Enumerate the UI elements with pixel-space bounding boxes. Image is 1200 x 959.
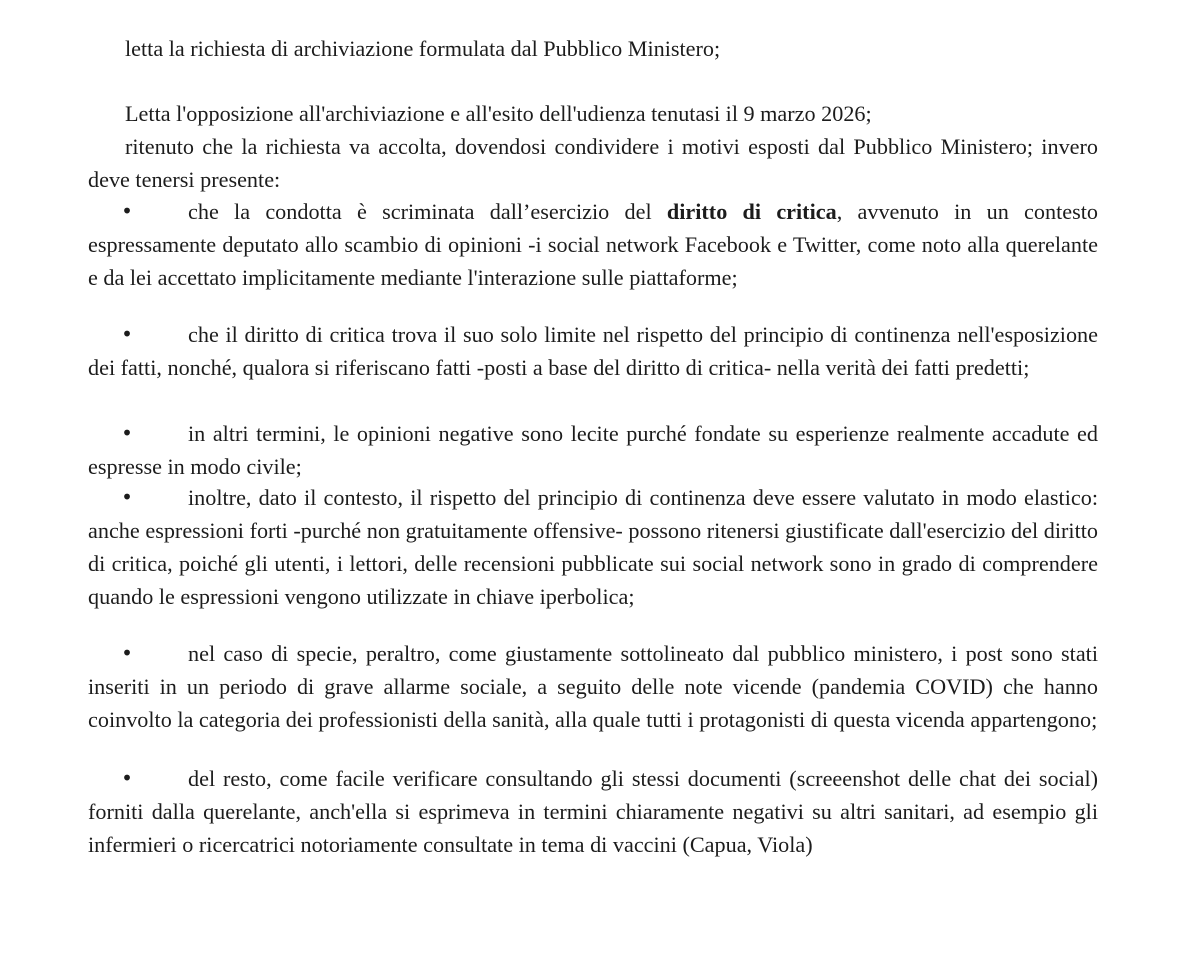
list-item-text: , avvenuto in un contesto espressamente deputato allo scambio di opinioni -i social network Facebook e Twitter, come noto alla querelante e da lei accettato implicitamente mediante l'interazione sulle piattaforme; [88,199,1098,290]
list-item-text: che la condotta è scriminata dall’esercizio del [188,199,667,224]
paragraph-letta-opposizione: Letta l'opposizione all'archiviazione e all'esito dell'udienza tenutasi il 9 marzo 2026; [125,101,872,126]
list-item-opinioni-negative: in altri termini, le opinioni negative sono lecite purché fondate su esperienze realmente accadute ed espresse in modo civile; [88,421,1098,479]
list-item-caso-specie: nel caso di specie, peraltro, come giustamente sottolineato dal pubblico ministero, i post sono stati inseriti in un periodo di grave allarme sociale, a seguito delle note vicende (pandemia COVID) che hanno coinvolto la categoria dei professionisti della sanità, alla quale tutti i protagonisti di questa vicenda appartengono; [88,641,1098,732]
paragraph-letta-richiesta: letta la richiesta di archiviazione formulata dal Pubblico Ministero; [125,36,721,61]
bullet-marker: • [121,485,133,509]
bullet-marker: • [121,199,133,223]
list-item-limite-continenza: che il diritto di critica trova il suo solo limite nel rispetto del principio di continenza nell'esposizione dei fatti, nonché, qualora si riferiscano fatti -posti a base del diritto di critica- nella verità dei fatti predetti; [88,322,1098,380]
bullet-marker: • [121,766,133,790]
list-item-bold-text: diritto di critica [666,199,837,224]
bullet-marker: • [121,421,133,445]
paragraph-ritenuto: ritenuto che la richiesta va accolta, dovendosi condividere i motivi esposti dal Pubblico Ministero; invero deve tenersi presente: [88,134,1098,192]
list-item-diritto-critica [88,195,1098,294]
bullet-marker: • [121,641,133,665]
list-item-contesto-elastico: inoltre, dato il contesto, il rispetto del principio di continenza deve essere valutato in modo elastico: anche espressioni forti -purché non gratuitamente offensive- possono ritenersi giustificate dall'esercizio del diritto di critica, poiché gli utenti, i lettori, delle recensioni pubblicate sui social network sono in grado di comprendere quando le espressioni vengono utilizzate in chiave iperbolica; [88,485,1098,609]
bullet-marker: • [121,322,133,346]
list-item-del-resto: del resto, come facile verificare consultando gli stessi documenti (screeenshot delle chat dei social) forniti dalla querelante, anch'ella si esprimeva in termini chiaramente negativi su altri sanitari, ad esempio gli infermieri o ricercatrici notoriamente consultate in tema di vaccini (Capua, Viola) [88,766,1098,857]
